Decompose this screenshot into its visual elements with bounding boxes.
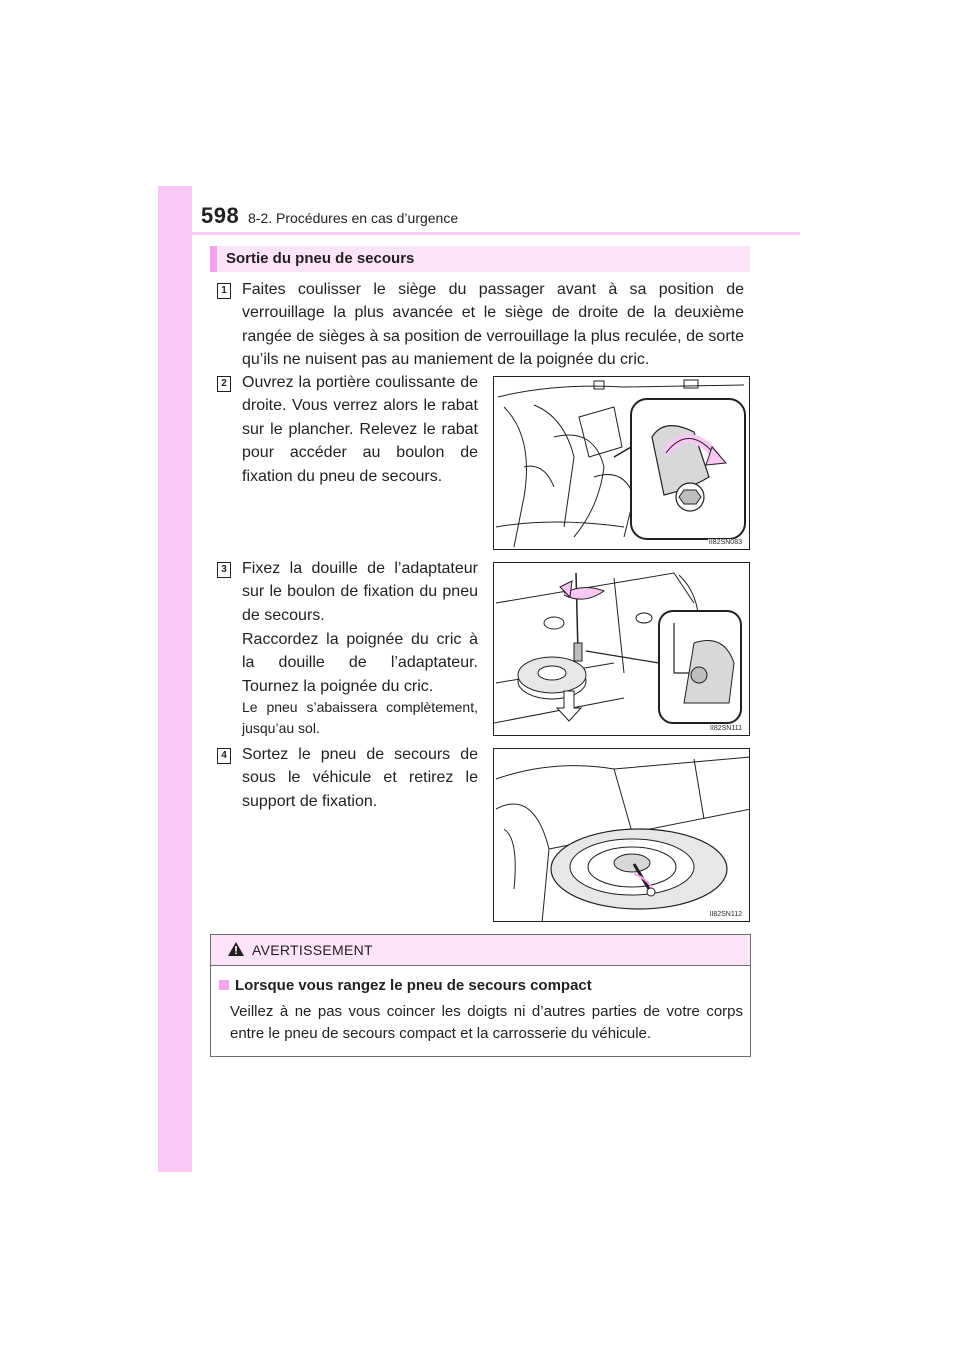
step-number-2: 2: [217, 376, 231, 392]
warning-triangle-icon: [227, 941, 245, 957]
warning-text: Veillez à ne pas vous coincer les doigts ni d’autres parties de votre corps entre le pneu de secours compact et la carrosserie du véhicule.: [230, 1003, 743, 1042]
figure-code: II82SN112: [709, 911, 742, 918]
warning-header: [211, 935, 750, 966]
jack-handle-illustration: [494, 563, 750, 736]
floor-flap-illustration: [494, 377, 750, 550]
page-number: 598: [201, 203, 240, 228]
figure-jack-handle: [493, 562, 750, 736]
header-rule: [158, 232, 800, 235]
step-3-text-2: Raccordez la poignée du cric à la douille de l’adaptateur. Tournez la poignée du cric.: [242, 631, 478, 695]
side-thumb-band: [158, 186, 192, 1172]
section-title: 8-2. Procédures en cas d’urgence: [248, 210, 459, 226]
step-1-text: Faites coulisser le siège du passager avant à sa position de verrouillage la plus avancée et le siège de droite de la deuxième rangée de sièges à sa position de verrouillage la plus reculée, de sorte qu’ils ne nuisent pas au maniement de la poignée du cric.: [242, 281, 744, 369]
step-3-note: Le pneu s’abaissera complètement, jusqu’au sol.: [242, 699, 478, 736]
step-number-1: 1: [217, 283, 231, 299]
bullet-square-icon: [219, 980, 229, 990]
step-3-text: Fixez la douille de l’adaptateur sur le boulon de fixation du pneu de secours.: [242, 560, 478, 624]
warning-subheading-text: Lorsque vous rangez le pneu de secours compact: [235, 977, 592, 994]
step-2-text: Ouvrez la portière coulissante de droite. Vous verrez alors le rabat sur le plancher. Relevez le rabat pour accéder au boulon de fixation du pneu de secours.: [242, 374, 478, 485]
warning-subheading: [219, 977, 592, 994]
subsection-heading: [210, 246, 750, 272]
figure-code: II82SN111: [709, 725, 742, 732]
spare-tire-illustration: [494, 749, 750, 922]
figure-spare-tire: [493, 748, 750, 922]
warning-box: [210, 934, 751, 1057]
subsection-title: Sortie du pneu de secours: [226, 250, 415, 267]
step-4-text: Sortez le pneu de secours de sous le véhicule et retirez le support de fixation.: [242, 746, 478, 810]
step-number-4: 4: [217, 748, 231, 764]
figure-code: II82SN083: [708, 539, 742, 546]
warning-heading: AVERTISSEMENT: [252, 942, 373, 958]
figure-floor-flap: [493, 376, 750, 550]
step-number-3: 3: [217, 562, 231, 578]
